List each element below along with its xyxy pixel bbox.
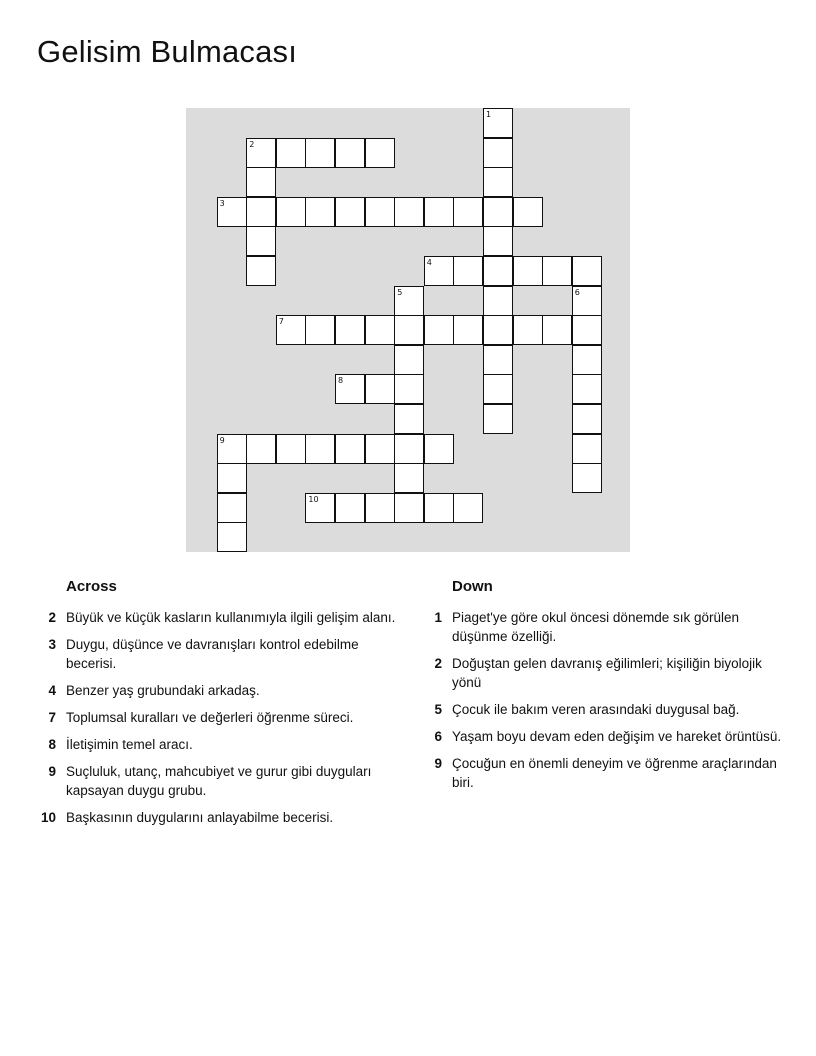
cell-number: 5 — [397, 287, 403, 297]
crossword-cell[interactable] — [394, 434, 424, 464]
crossword-cell[interactable] — [483, 138, 513, 168]
across-clues — [30, 578, 400, 835]
crossword-cell[interactable] — [453, 197, 483, 227]
crossword-cell[interactable] — [276, 197, 306, 227]
crossword-cell[interactable] — [483, 256, 513, 286]
clue-number: 3 — [48, 637, 56, 652]
crossword-cell[interactable] — [424, 256, 454, 286]
clue-down-9 — [416, 754, 786, 792]
clue-number: 2 — [48, 610, 56, 625]
crossword-cell[interactable] — [453, 315, 483, 345]
crossword-cell[interactable] — [217, 493, 247, 523]
crossword-cell[interactable] — [483, 345, 513, 375]
clue-number: 9 — [434, 756, 442, 771]
clue-text: Çocuğun en önemli deneyim ve öğrenme araçlarından biri. — [452, 756, 777, 790]
clue-number: 8 — [48, 737, 56, 752]
crossword-cell[interactable] — [572, 286, 602, 316]
clue-text: Büyük ve küçük kasların kullanımıyla ilgili gelişim alanı. — [66, 610, 396, 625]
clue-number: 1 — [434, 610, 442, 625]
crossword-cell[interactable] — [305, 434, 335, 464]
clue-text: Başkasının duygularını anlayabilme becerisi. — [66, 810, 334, 825]
clue-number: 7 — [48, 710, 56, 725]
cell-number: 2 — [249, 139, 255, 149]
clue-down-6 — [416, 727, 786, 746]
crossword-cell[interactable] — [246, 197, 276, 227]
down-heading: Down — [452, 578, 493, 595]
crossword-cell[interactable] — [424, 493, 454, 523]
crossword-cell[interactable] — [246, 434, 276, 464]
clue-across-3 — [30, 635, 400, 673]
cell-number: 4 — [426, 258, 432, 267]
cell-number: 6 — [574, 287, 580, 297]
crossword-cell[interactable] — [483, 226, 513, 256]
crossword-cell[interactable] — [424, 315, 454, 345]
crossword-cell[interactable] — [483, 197, 513, 227]
clue-text: Duygu, düşünce ve davranışları kontrol edebilme becerisi. — [66, 637, 359, 671]
crossword-cell[interactable] — [513, 315, 543, 345]
clue-across-2 — [30, 608, 400, 627]
crossword-cell[interactable] — [335, 315, 365, 345]
crossword-cell[interactable] — [335, 197, 365, 227]
crossword-cell[interactable] — [483, 315, 513, 345]
crossword-cell[interactable] — [572, 374, 602, 404]
page-title: Gelisim Bulmacası — [37, 34, 298, 69]
crossword-cell[interactable] — [394, 463, 424, 493]
crossword-cell[interactable] — [335, 493, 365, 523]
crossword-cell[interactable] — [365, 138, 395, 168]
crossword-cell[interactable] — [572, 345, 602, 375]
clue-text: Toplumsal kuralları ve değerleri öğrenme süreci. — [66, 710, 354, 725]
crossword-cell[interactable] — [424, 197, 454, 227]
crossword-cell[interactable] — [572, 463, 602, 493]
down-clues — [416, 578, 786, 800]
crossword-cell[interactable] — [572, 315, 602, 345]
crossword-cell[interactable] — [453, 493, 483, 523]
crossword-cell[interactable] — [276, 434, 306, 464]
crossword-cell[interactable] — [513, 197, 543, 227]
crossword-cell[interactable] — [305, 138, 335, 168]
crossword-cell[interactable] — [335, 434, 365, 464]
clue-number: 10 — [40, 810, 56, 825]
crossword-cell[interactable] — [542, 256, 572, 286]
crossword-cell[interactable] — [453, 256, 483, 286]
clue-down-1 — [416, 608, 786, 646]
cell-number: 3 — [219, 198, 225, 208]
clue-number: 9 — [48, 764, 56, 779]
crossword-cell[interactable] — [246, 226, 276, 256]
clue-across-7 — [30, 708, 400, 727]
clue-across-8 — [30, 735, 400, 754]
crossword-cell[interactable] — [513, 256, 543, 286]
crossword-cell[interactable] — [572, 256, 602, 286]
crossword-cell[interactable] — [394, 345, 424, 375]
crossword-cell[interactable] — [246, 167, 276, 197]
cell-number: 10 — [308, 494, 319, 504]
clue-text: Doğuştan gelen davranış eğilimleri; kişiliğin biyolojik yönü — [452, 656, 762, 690]
crossword-cell[interactable] — [424, 434, 454, 464]
clue-text: Benzer yaş grubundaki arkadaş. — [66, 683, 260, 698]
crossword-cell[interactable] — [483, 286, 513, 316]
clue-number: 2 — [434, 656, 442, 671]
cell-number: 1 — [486, 110, 492, 119]
crossword-cell[interactable] — [335, 374, 365, 404]
clue-number: 6 — [434, 729, 442, 744]
crossword-cell[interactable] — [572, 404, 602, 434]
crossword-cell[interactable] — [217, 522, 247, 552]
clue-text: Yaşam boyu devam eden değişim ve hareket örüntüsü. — [452, 729, 782, 744]
crossword-cell[interactable] — [542, 315, 572, 345]
crossword-cell[interactable] — [305, 315, 335, 345]
clue-across-4 — [30, 681, 400, 700]
clue-number: 4 — [48, 683, 56, 698]
cell-number: 9 — [219, 435, 225, 445]
clue-down-2 — [416, 654, 786, 692]
crossword-cell[interactable] — [483, 167, 513, 197]
crossword-cell[interactable] — [217, 197, 247, 227]
crossword-cell[interactable] — [305, 493, 335, 523]
crossword-cell[interactable] — [217, 434, 247, 464]
crossword-cell[interactable] — [483, 404, 513, 434]
crossword-cell[interactable] — [394, 315, 424, 345]
crossword-cell[interactable] — [572, 434, 602, 464]
crossword-cell[interactable] — [335, 138, 365, 168]
crossword-cell[interactable] — [276, 315, 306, 345]
crossword-cell[interactable] — [483, 374, 513, 404]
crossword-cell[interactable] — [394, 286, 424, 316]
clue-number: 5 — [434, 702, 442, 717]
crossword-cell[interactable] — [365, 434, 395, 464]
clue-down-5 — [416, 700, 786, 719]
cell-number: 7 — [278, 317, 284, 327]
crossword-cell[interactable] — [305, 197, 335, 227]
clue-across-10 — [30, 808, 400, 827]
crossword-cell[interactable] — [246, 138, 276, 168]
crossword-cell[interactable] — [246, 256, 276, 286]
across-heading: Across — [66, 578, 117, 595]
crossword-grid — [186, 108, 630, 552]
crossword-cell[interactable] — [394, 404, 424, 434]
crossword-cell[interactable] — [483, 108, 513, 138]
clue-text: Çocuk ile bakım veren arasındaki duygusal bağ. — [452, 702, 740, 717]
crossword-cell[interactable] — [276, 138, 306, 168]
crossword-cell[interactable] — [365, 197, 395, 227]
clue-text: Piaget'ye göre okul öncesi dönemde sık görülen düşünme özelliği. — [452, 610, 740, 644]
clue-text: Suçluluk, utanç, mahcubiyet ve gurur gibi duyguları kapsayan duygu grubu. — [66, 764, 372, 798]
crossword-cell[interactable] — [394, 374, 424, 404]
crossword-cell[interactable] — [365, 315, 395, 345]
crossword-cell[interactable] — [217, 463, 247, 493]
crossword-cell[interactable] — [365, 374, 395, 404]
cell-number: 8 — [338, 376, 344, 386]
crossword-cell[interactable] — [394, 493, 424, 523]
crossword-cell[interactable] — [365, 493, 395, 523]
clue-text: İletişimin temel aracı. — [66, 737, 193, 752]
clue-across-9 — [30, 762, 400, 800]
crossword-cell[interactable] — [394, 197, 424, 227]
